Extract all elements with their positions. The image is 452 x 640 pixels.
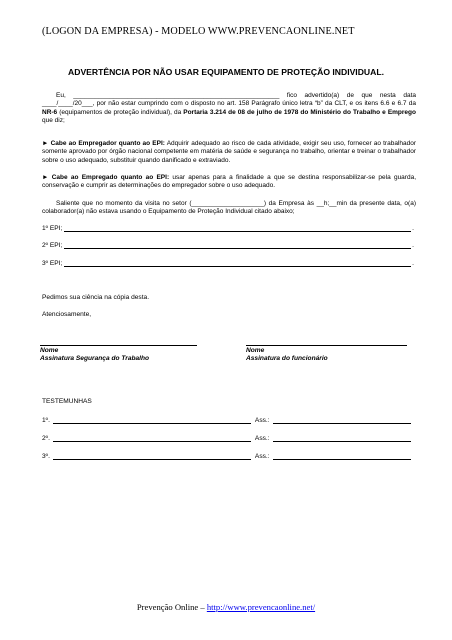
epi-blank-line [64, 241, 411, 249]
signature-safety [40, 347, 149, 363]
witness-row-1 [42, 416, 411, 424]
witness-number: 1º. [42, 417, 50, 424]
witness-row-2 [42, 434, 411, 442]
epi-line-2 [42, 241, 414, 249]
epi-line-1 [42, 224, 414, 232]
witness-signature-line [273, 416, 411, 424]
signature-employee [246, 347, 328, 363]
paragraph-text: que diz; [42, 116, 65, 124]
epi-label: 3º EPI; [42, 260, 63, 267]
witness-signature-label: Ass.: [254, 417, 270, 424]
signature-name-label: Nome [40, 347, 59, 354]
visit-paragraph: Saliente que no momento da visita no setor (____________________) da Empresa às __h;__min da presente data, o(a) colaborador(a) não estava usando o Equipamento de Proteção Individual citado abaixo; [42, 200, 416, 216]
witness-number: 3º. [42, 453, 50, 460]
witness-row-3 [42, 452, 411, 460]
closing-regards: Atenciosamente, [42, 311, 92, 318]
warning-paragraph [42, 92, 416, 125]
epi-blank-line [64, 224, 411, 232]
paragraph-text: (equipamentos de proteção individual), da [57, 108, 184, 116]
witness-signature-label: Ass.: [254, 453, 270, 460]
witness-name-line [53, 434, 251, 442]
employee-duty-paragraph [42, 174, 416, 191]
signature-name-label: Nome [246, 347, 265, 354]
epi-line-end: . [412, 260, 414, 267]
epi-label: 2º EPI; [42, 242, 63, 249]
employee-duty-text: usar apenas para a finalidade a que se destina responsabilizar-se pela guarda, conservação e cumprir as determinações do empregador sobre o uso adequado. [42, 174, 416, 190]
signature-role-label: Assinatura Segurança do Trabalho [40, 355, 150, 363]
arrow-icon: ► [42, 140, 49, 147]
arrow-icon: ► [42, 174, 49, 181]
page-footer [0, 602, 452, 612]
employee-duty-heading: Cabe ao Empregado quanto ao EPI: [51, 174, 170, 181]
epi-line-3 [42, 259, 414, 267]
witness-name-line [53, 452, 251, 460]
witness-signature-line [273, 434, 411, 442]
footer-link[interactable]: http://www.prevencaonline.net/ [206, 602, 316, 612]
signature-line-employee [246, 345, 407, 346]
document-title: ADVERTÊNCIA POR NÃO USAR EQUIPAMENTO DE PROTEÇÃO INDIVIDUAL. [68, 67, 384, 77]
epi-line-end: . [412, 225, 414, 232]
witness-signature-label: Ass.: [254, 435, 270, 442]
signature-line-safety [40, 345, 197, 346]
epi-label: 1º EPI; [42, 225, 63, 232]
epi-blank-line [64, 259, 411, 267]
portaria-reference: Portaria 3.214 de 08 de julho de 1978 do Ministério do Trabalho e Emprego [183, 108, 416, 116]
employer-duty-text: Adquirir adequado ao risco de cada atividade, exigir seu uso, fornecer ao trabalhador somente aprovado por órgão nacional competente em matéria de saúde e segurança no trabalho, orientar e treinar o trabalhador sobre o uso adequado, substituir quando danificado e extraviado. [42, 140, 417, 164]
signature-role-label: Assinatura do funcionário [246, 355, 328, 363]
witness-number: 2º. [42, 435, 50, 442]
closing-request: Pedimos sua ciência na cópia desta. [42, 294, 150, 301]
company-logo-header: (LOGON DA EMPRESA) - MODELO WWW.PREVENCAONLINE.NET [42, 26, 355, 37]
witnesses-heading: TESTEMUNHAS [42, 398, 92, 405]
nr6-reference: NR-6 [42, 108, 58, 116]
witness-name-line [53, 416, 251, 424]
paragraph-text: Eu, _________________________________________________________ fico advertido(a) de que nesta data ____/____/20___, por não estar cumprindo com o disposto no art. 158 Parágrafo único letra “b” da CLT, e os itens 6.6 e 6.7 da [42, 92, 416, 108]
witness-signature-line [273, 452, 411, 460]
footer-text: Prevenção Online – [136, 602, 207, 612]
employer-duty-heading: Cabe ao Empregador quanto ao EPI: [50, 140, 165, 147]
epi-line-end: . [412, 242, 414, 249]
employer-duty-paragraph [42, 140, 416, 165]
